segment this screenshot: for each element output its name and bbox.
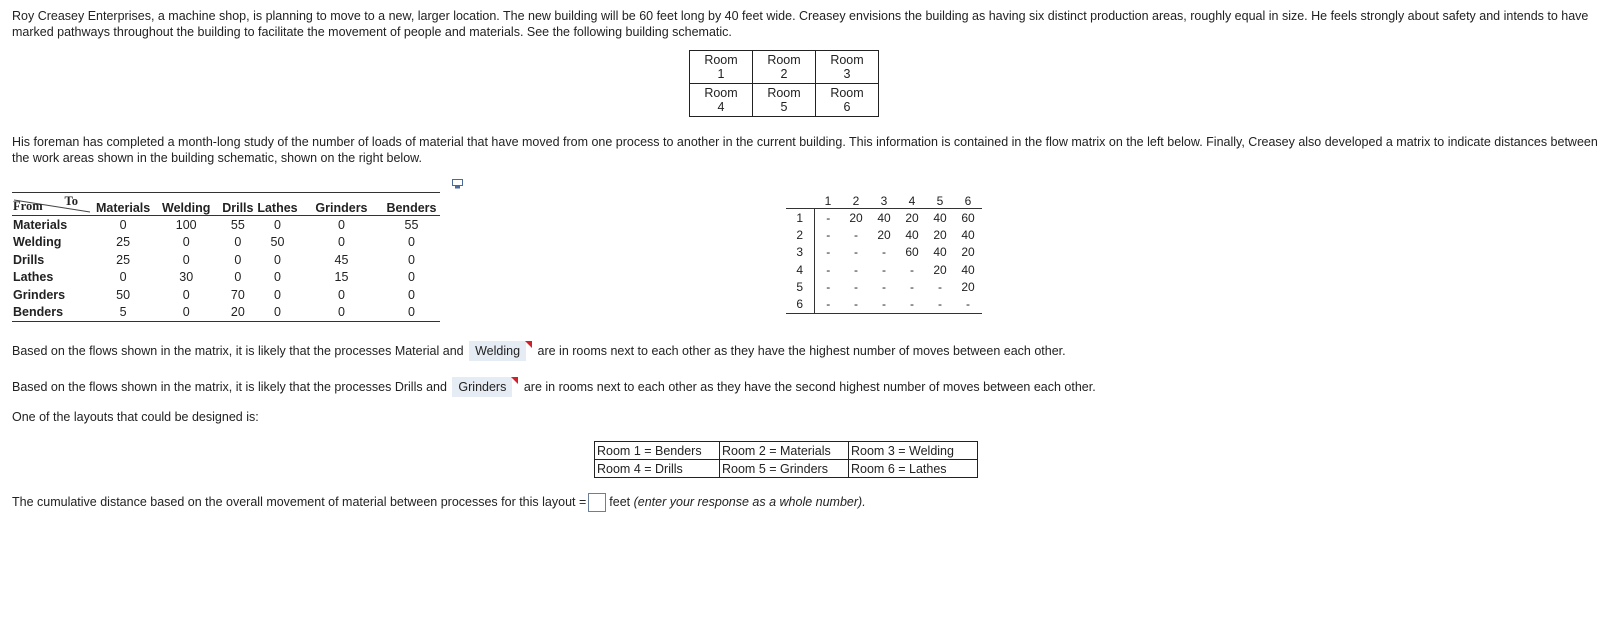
dist-cell: - <box>910 279 914 294</box>
dist-row-label: 1 <box>786 209 814 227</box>
dist-cell: - <box>926 295 954 313</box>
q2-after-text: are in rooms next to each other as they have the second highest number of moves between each other. <box>523 380 1096 394</box>
dist-row-label: 4 <box>786 261 814 278</box>
schematic-cell: Room 6 <box>816 84 879 117</box>
dist-row-label: 3 <box>786 244 814 261</box>
flow-cell: 0 <box>300 304 382 322</box>
dist-row-label: 2 <box>786 226 814 243</box>
layout-row <box>595 460 978 478</box>
flow-row-label: Benders <box>12 304 95 322</box>
layout-cell: Room 4 = Drills <box>595 460 720 478</box>
dist-cell: 40 <box>933 245 947 260</box>
flow-row-label: Grinders <box>13 287 66 302</box>
flow-matrix <box>12 192 440 322</box>
dist-cell: - <box>882 279 886 294</box>
flow-cell: 55 <box>230 217 245 232</box>
flow-cell: 0 <box>273 287 281 302</box>
dist-corner <box>786 193 814 209</box>
flow-cell: 45 <box>334 252 349 267</box>
dist-cell: - <box>910 262 914 277</box>
flow-cell: 0 <box>407 270 415 285</box>
dist-cell: 20 <box>877 227 891 242</box>
dist-row <box>786 226 982 243</box>
flow-cell: 0 <box>151 304 221 322</box>
dist-cell: - <box>870 295 898 313</box>
dist-cell: - <box>938 279 942 294</box>
layout-cell: Room 5 = Grinders <box>720 460 849 478</box>
flow-cell: 0 <box>407 287 415 302</box>
flow-row <box>12 286 440 304</box>
dist-cell: 60 <box>905 245 919 260</box>
flow-cell: 30 <box>179 270 194 285</box>
final-before-text: The cumulative distance based on the overall movement of material between processes for this layout = <box>12 495 587 509</box>
layout-cell: Room 2 = Materials <box>720 442 849 460</box>
intro-paragraph: Roy Creasey Enterprises, a machine shop, is planning to move to a new, larger location. The new building will be 60 feet long by 40 feet wide. Creasey envisions the building as having six distinct production areas, roughly equal in size. He feels strongly about safety and intends to have marked pathways throughout the building to facilitate the movement of people and materials. See the following building schematic. <box>12 9 1589 39</box>
flow-cell: 0 <box>182 252 190 267</box>
flow-cell: 15 <box>334 270 349 285</box>
dist-col-header: 1 <box>814 193 842 209</box>
flow-row <box>12 251 440 269</box>
dist-col-header: 2 <box>842 193 870 209</box>
schematic-cell: Room 1 <box>690 51 753 84</box>
dist-cell: - <box>854 279 858 294</box>
flow-cell: 50 <box>270 235 285 250</box>
flow-cell: 100 <box>175 217 197 232</box>
schematic-cell: Room 2 <box>753 51 816 84</box>
dist-cell: - <box>826 279 831 294</box>
flow-cell: 0 <box>182 235 190 250</box>
schematic-row <box>690 84 879 117</box>
flow-row-label: Materials <box>13 217 68 232</box>
flow-cell: 0 <box>337 287 345 302</box>
flow-cell: 0 <box>234 270 242 285</box>
question-1 <box>12 341 1066 361</box>
flow-row <box>12 304 440 322</box>
final-question <box>12 493 866 512</box>
dist-cell: - <box>882 245 886 260</box>
dist-cell: 20 <box>905 210 919 225</box>
from-label: From <box>13 199 43 213</box>
final-hint: (enter your response as a whole number). <box>633 495 866 509</box>
from-to-corner <box>12 193 95 216</box>
q1-answer-value: Welding <box>475 344 521 358</box>
dist-cell: - <box>898 295 926 313</box>
copy-data-icon[interactable] <box>452 178 464 192</box>
dist-col-header: 6 <box>954 193 982 209</box>
dist-cell: - <box>826 227 831 242</box>
dist-cell: 20 <box>933 262 947 277</box>
flow-cell: 0 <box>273 252 281 267</box>
incorrect-flag-icon <box>511 377 518 384</box>
schematic-cell: Room 3 <box>816 51 879 84</box>
q2-answer-dropdown[interactable] <box>452 377 512 397</box>
dist-cell: 40 <box>905 227 919 242</box>
dist-cell: - <box>826 245 831 260</box>
flow-col-header: Benders <box>382 193 440 216</box>
flow-row <box>12 269 440 287</box>
flow-cell: 0 <box>182 287 190 302</box>
schematic-cell: Room 4 <box>690 84 753 117</box>
flow-col-header: Drills <box>221 193 254 216</box>
dist-cell: - <box>814 295 842 313</box>
distance-answer-input[interactable] <box>588 493 606 512</box>
q2-before-text: Based on the flows shown in the matrix, it is likely that the processes Drills and <box>12 380 447 394</box>
flow-cell: 0 <box>234 252 242 267</box>
foreman-paragraph: His foreman has completed a month-long study of the number of loads of material that have moved from one process to another in the current building. This information is contained in the flow matrix on the left below. Finally, Creasey also developed a matrix to indicate distances between the work areas shown in the building schematic, shown on the right below. <box>12 135 1598 165</box>
layout-row <box>595 442 978 460</box>
flow-row-label: Welding <box>13 235 62 250</box>
layout-table <box>594 441 978 478</box>
dist-cell: - <box>854 262 858 277</box>
dist-cell: 40 <box>933 210 947 225</box>
flow-cell: 50 <box>116 287 131 302</box>
flow-col-header: Welding <box>151 193 221 216</box>
dist-row-label: 5 <box>786 278 814 295</box>
layout-cell: Room 6 = Lathes <box>849 460 978 478</box>
dist-row <box>786 244 982 261</box>
flow-cell: 0 <box>337 235 345 250</box>
dist-cell: 20 <box>849 210 863 225</box>
flow-cell: 0 <box>254 304 300 322</box>
dist-row <box>786 209 982 227</box>
dist-cell: 40 <box>877 210 891 225</box>
layout-intro: One of the layouts that could be designed is: <box>12 410 259 424</box>
flow-cell: 70 <box>230 287 245 302</box>
schematic-row <box>690 51 879 84</box>
flow-cell: 0 <box>119 270 127 285</box>
dist-cell: - <box>954 295 982 313</box>
dist-cell: 40 <box>961 262 975 277</box>
flow-cell: 5 <box>95 304 151 322</box>
dist-row <box>786 295 982 313</box>
flow-row <box>12 234 440 252</box>
dist-cell: - <box>826 210 831 225</box>
q2-answer-value: Grinders <box>458 380 507 394</box>
dist-cell: 20 <box>961 279 975 294</box>
dist-cell: 40 <box>961 227 975 242</box>
flow-row-label: Drills <box>13 252 45 267</box>
flow-cell: 0 <box>273 217 281 232</box>
flow-col-header: Grinders <box>300 193 382 216</box>
incorrect-flag-icon <box>525 341 532 348</box>
layout-cell: Room 3 = Welding <box>849 442 978 460</box>
q1-answer-dropdown[interactable] <box>469 341 526 361</box>
question-2 <box>12 377 1096 397</box>
dist-cell: - <box>842 295 870 313</box>
flow-cell: 55 <box>404 217 419 232</box>
flow-cell: 0 <box>382 304 440 322</box>
flow-cell: 0 <box>407 235 415 250</box>
flow-row <box>12 216 440 234</box>
to-label: To <box>64 194 78 208</box>
flow-cell: 0 <box>337 217 345 232</box>
dist-cell: - <box>854 227 858 242</box>
flow-cell: 0 <box>119 217 127 232</box>
dist-cell: - <box>854 245 858 260</box>
dist-cell: 20 <box>933 227 947 242</box>
dist-col-header: 5 <box>926 193 954 209</box>
dist-row <box>786 261 982 278</box>
dist-col-header: 3 <box>870 193 898 209</box>
flow-cell: 0 <box>273 270 281 285</box>
flow-cell: 0 <box>234 235 242 250</box>
flow-cell: 25 <box>116 235 131 250</box>
dist-cell: 20 <box>961 245 975 260</box>
flow-col-header: Materials <box>95 193 151 216</box>
layout-cell: Room 1 = Benders <box>595 442 720 460</box>
final-unit: feet <box>609 495 631 509</box>
flow-cell: 25 <box>116 252 131 267</box>
flow-row-label: Lathes <box>13 270 54 285</box>
schematic-cell: Room 5 <box>753 84 816 117</box>
distance-matrix <box>786 193 982 314</box>
dist-cell: 60 <box>961 210 975 225</box>
flow-cell: 0 <box>407 252 415 267</box>
flow-col-header: Lathes <box>254 193 300 216</box>
dist-cell: - <box>882 262 886 277</box>
q1-after-text: are in rooms next to each other as they have the highest number of moves between each other. <box>537 344 1066 358</box>
dist-cell: - <box>826 262 831 277</box>
flow-cell: 20 <box>221 304 254 322</box>
building-schematic <box>689 50 879 117</box>
dist-col-header: 4 <box>898 193 926 209</box>
dist-row <box>786 278 982 295</box>
q1-before-text: Based on the flows shown in the matrix, it is likely that the processes Material and <box>12 344 464 358</box>
dist-row-label: 6 <box>786 295 814 313</box>
